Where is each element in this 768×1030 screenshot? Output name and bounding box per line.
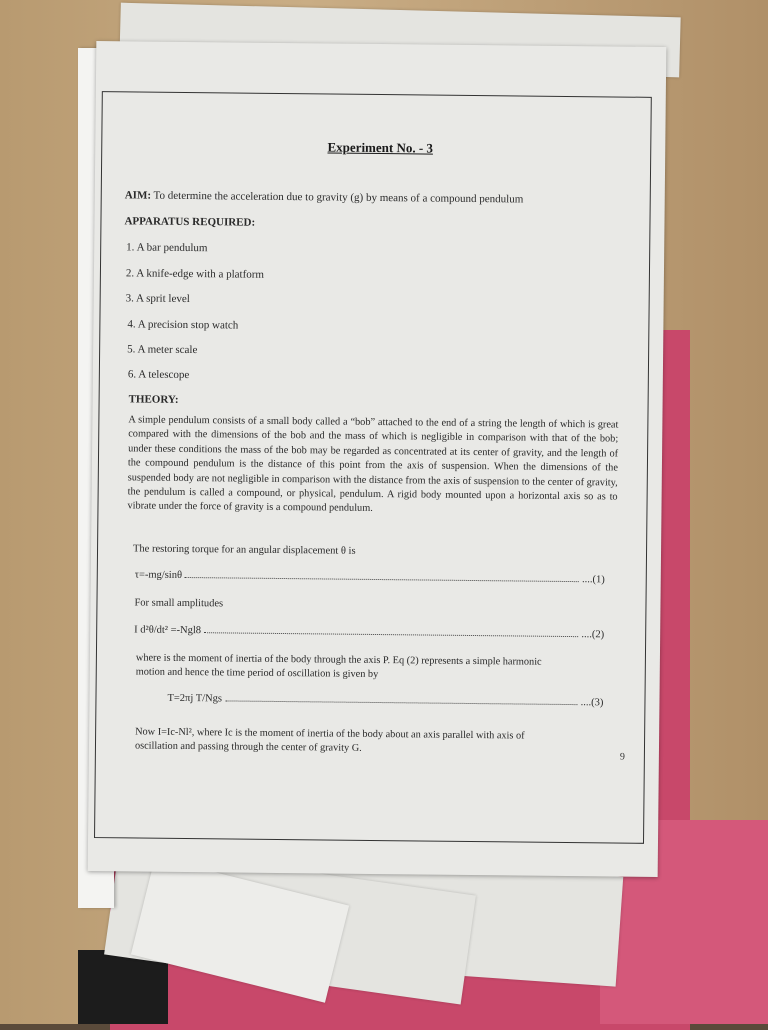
restoring-text: The restoring torque for an angular displacement θ is — [132, 543, 356, 557]
equation-3-number: ....(3) — [580, 697, 604, 709]
theory-paragraph: A simple pendulum consists of a small body called a “bob” attached to the end of a string the length of which is great compared with the dimensions of the bob and the mass of which is negligible in comparison with that of the bob; under these conditions the mass of the bob may be regarded as concentrated at its center of gravity, and the length of the compound pendulum is the distance of this point from the axis of suspension. When the dimensions of the suspended body are not negligible in comparison with the distance from the axis of suspension to the center of gravity, the pendulum is called a compound, or physical, pendulum. A rigid body mounted upon a horizontal axis so as to vibrate under the force of gravity is a compound pendulum. — [127, 414, 619, 515]
apparatus-item: 2. A knife-edge with a platform — [125, 267, 265, 281]
moment-text-2: motion and hence the time period of oscillation is given by — [135, 666, 379, 681]
apparatus-item: 1. A bar pendulum — [126, 241, 208, 255]
page-title: Experiment No. - 3 — [327, 139, 434, 156]
apparatus-heading: APPARATUS REQUIRED: — [124, 215, 256, 229]
apparatus-item: 4. A precision stop watch — [127, 318, 239, 332]
small-amplitudes-text: For small amplitudes — [134, 597, 224, 610]
equation-2-lhs: I d²θ/dt² =-Ngl8 — [134, 624, 202, 637]
equation-1-lhs: τ=-mg/sinθ — [134, 569, 183, 581]
moment-text-1: where is the moment of inertia of the body through the axis P. Eq (2) represents a simple harmonic — [135, 652, 542, 668]
equation-3-lhs: T=2πj T/Ngs — [167, 692, 223, 705]
apparatus-item: 5. A meter scale — [127, 343, 198, 357]
now-text-2: oscillation and passing through the center of gravity G. — [134, 740, 362, 754]
page-number: 9 — [619, 751, 625, 763]
document-page — [88, 41, 667, 877]
equation-1-number: ....(1) — [581, 574, 605, 586]
aim-label: AIM: — [124, 189, 152, 202]
theory-heading: THEORY: — [128, 393, 179, 406]
apparatus-item: 3. A sprit level — [125, 292, 190, 306]
equation-2-number: ....(2) — [581, 629, 605, 641]
aim-text: To determine the acceleration due to gravity (g) by means of a compound pendulum — [153, 189, 524, 206]
apparatus-item: 6. A telescope — [127, 368, 190, 382]
now-text-1: Now I=Ic-Nl², where Ic is the moment of inertia of the body about an axis parallel with axis of — [135, 726, 525, 742]
